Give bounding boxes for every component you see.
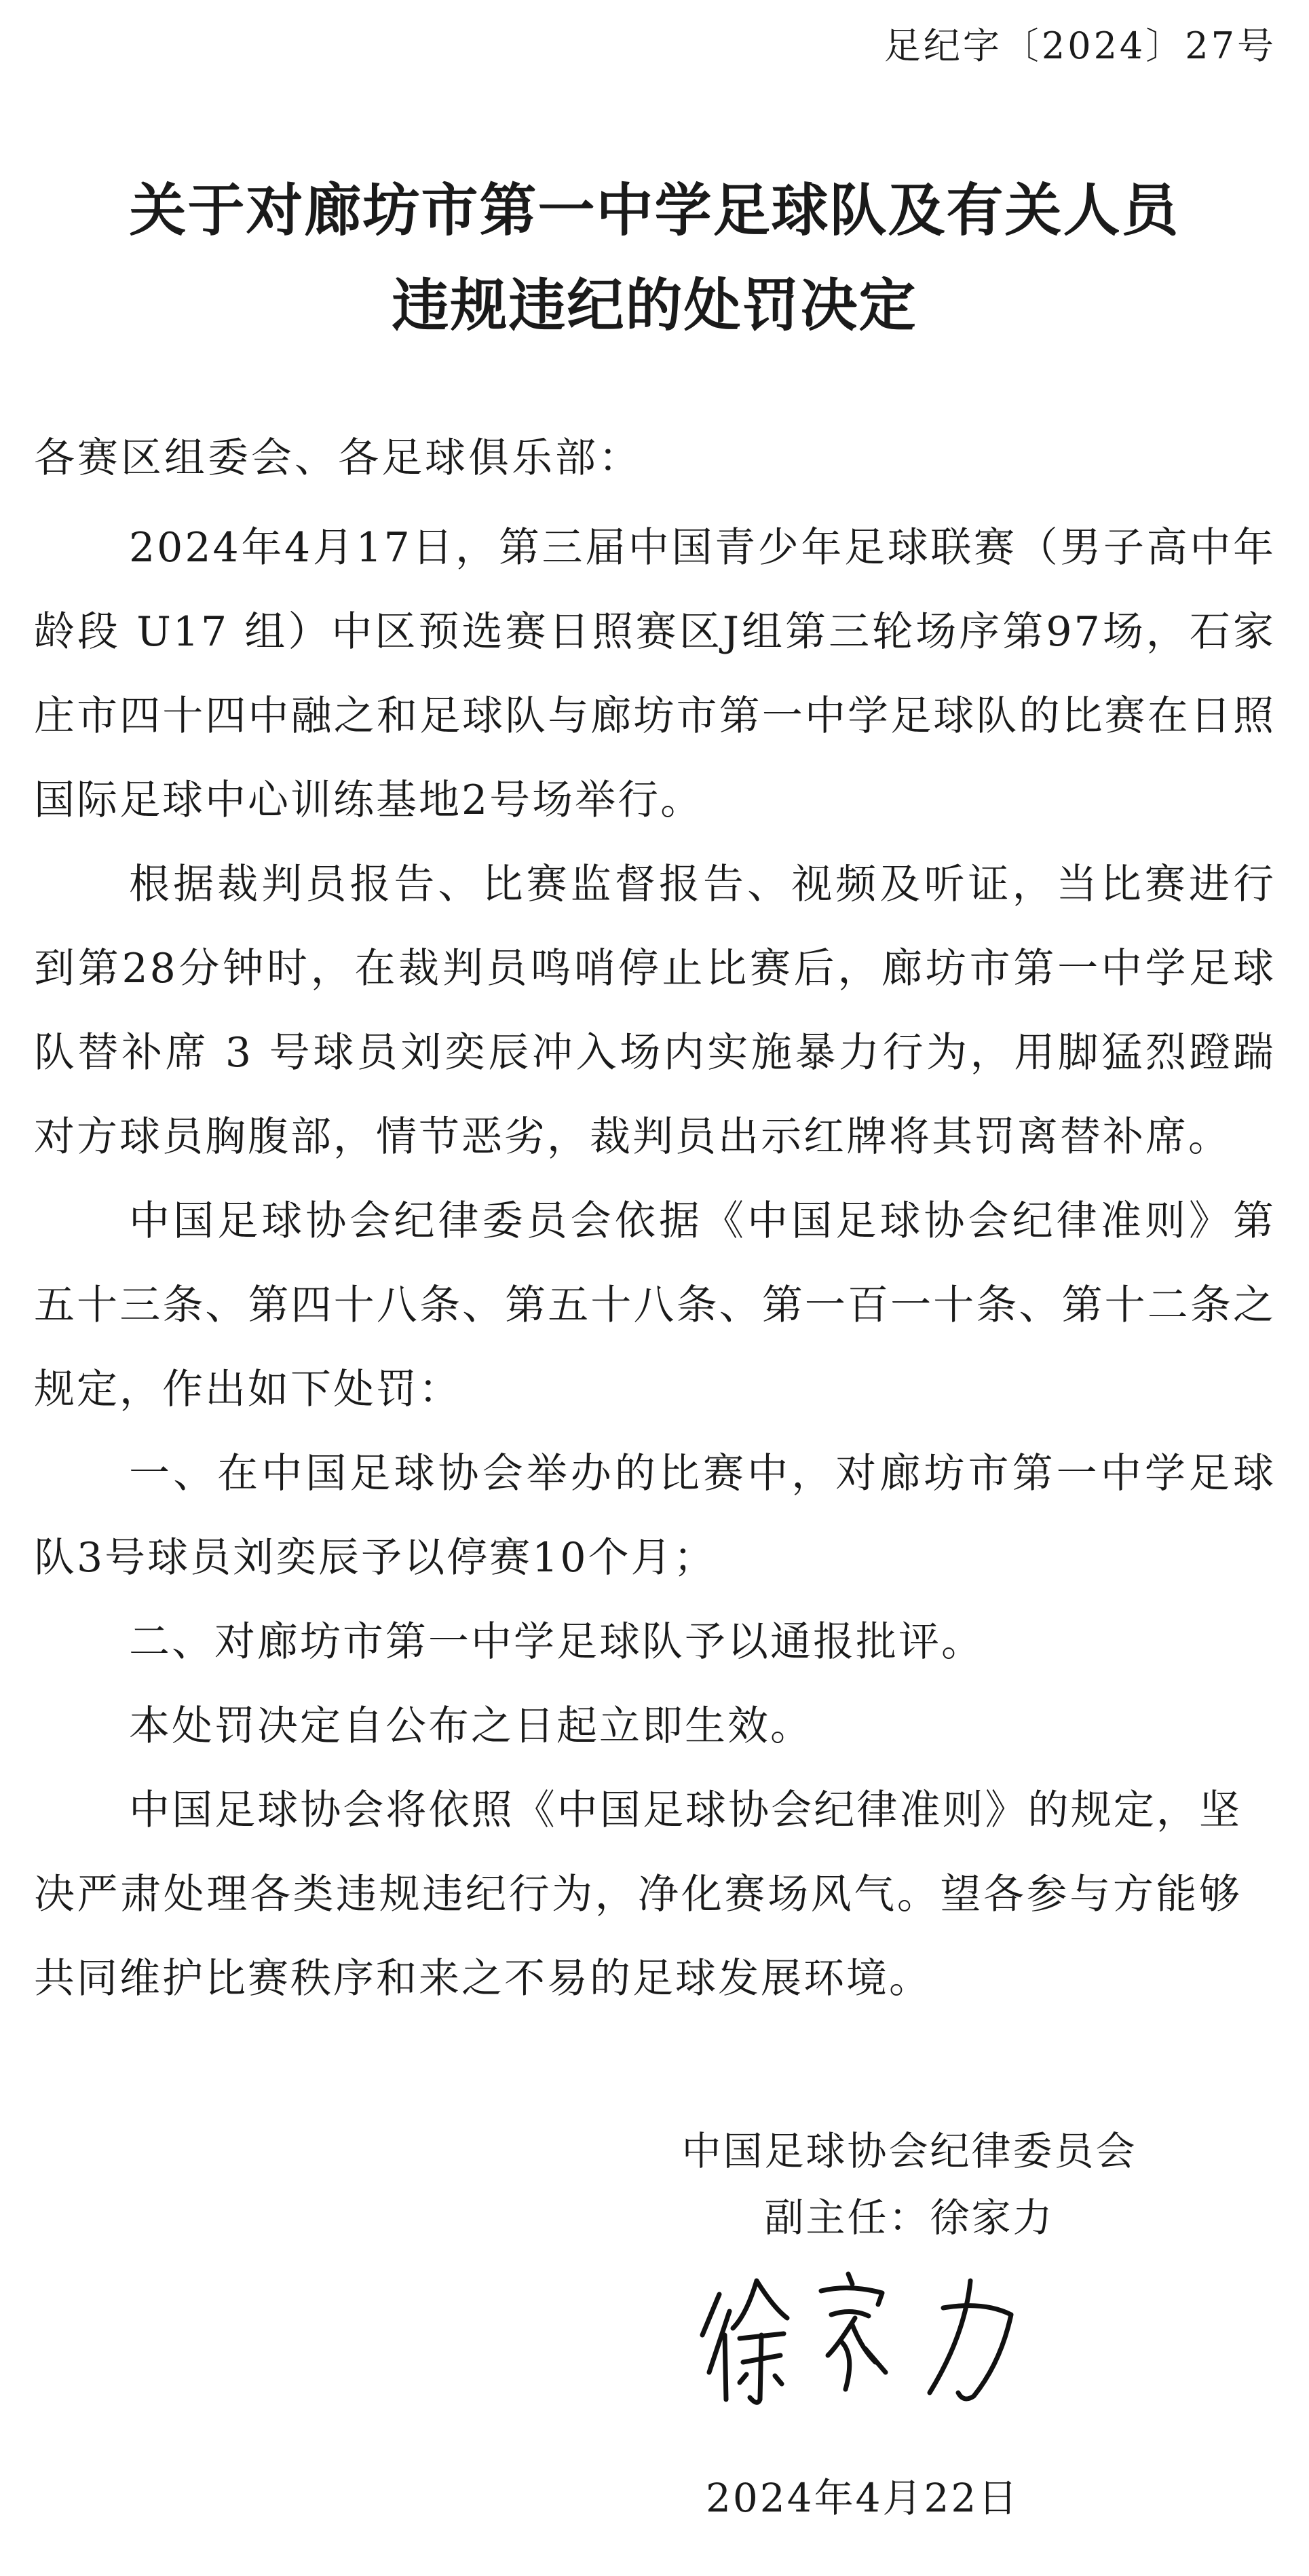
document-body bbox=[34, 506, 1276, 2021]
title-line-1: 关于对廊坊市第一中学足球队及有关人员 bbox=[129, 176, 1180, 244]
paragraph-penalty-1: 一、在中国足球协会举办的比赛中，对廊坊市第一中学足球队3号球员刘奕辰予以停赛10个月； bbox=[34, 1450, 1276, 1582]
paragraph-incident: 根据裁判员报告、比赛监督报告、视频及听证，当比赛进行到第28分钟时，在裁判员鸣哨停止比赛后，廊坊市第一中学足球队替补席 3 号球员刘奕辰冲入场内实施暴力行为，用脚猛烈蹬踹对方球员胸腹部，情节恶劣，裁判员出示红牌将其罚离替补席。 bbox=[34, 861, 1276, 1161]
document-title bbox=[0, 163, 1309, 353]
handwritten-signature bbox=[692, 2254, 1045, 2416]
salutation: 各赛区组委会、各足球俱乐部： bbox=[34, 434, 642, 482]
paragraph-effective: 本处罚决定自公布之日起立即生效。 bbox=[129, 1702, 813, 1750]
paragraph-basis: 中国足球协会纪律委员会依据《中国足球协会纪律准则》第五十三条、第四十八条、第五十八条、第一百一十条、第十二条之规定，作出如下处罚： bbox=[34, 1197, 1276, 1413]
document-date: 2024年4月22日 bbox=[706, 2475, 1020, 2521]
signatory-title: 副主任：徐家力 bbox=[764, 2195, 1055, 2241]
title-line-2: 违规违纪的处罚决定 bbox=[392, 272, 917, 339]
signatory-organization: 中国足球协会纪律委员会 bbox=[681, 2128, 1137, 2174]
paragraph-match-info: 2024年4月17日，第三届中国青少年足球联赛（男子高中年龄段 U17 组）中区预选赛日照赛区J组第三轮场序第97场，石家庄市四十四中融之和足球队与廊坊市第一中学足球队的比赛在日照国际足球中心训练基地2号场举行。 bbox=[34, 524, 1276, 824]
paragraph-closing: 中国足球协会将依照《中国足球协会纪律准则》的规定，坚决严肃处理各类违规违纪行为，净化赛场风气。望各参与方能够共同维护比赛秩序和来之不易的足球发展环境。 bbox=[34, 1787, 1242, 2002]
document-number: 足纪字〔2024〕27号 bbox=[884, 24, 1276, 67]
paragraph-penalty-2: 二、对廊坊市第一中学足球队予以通报批评。 bbox=[129, 1618, 984, 1666]
signature-block bbox=[611, 2118, 1208, 2251]
